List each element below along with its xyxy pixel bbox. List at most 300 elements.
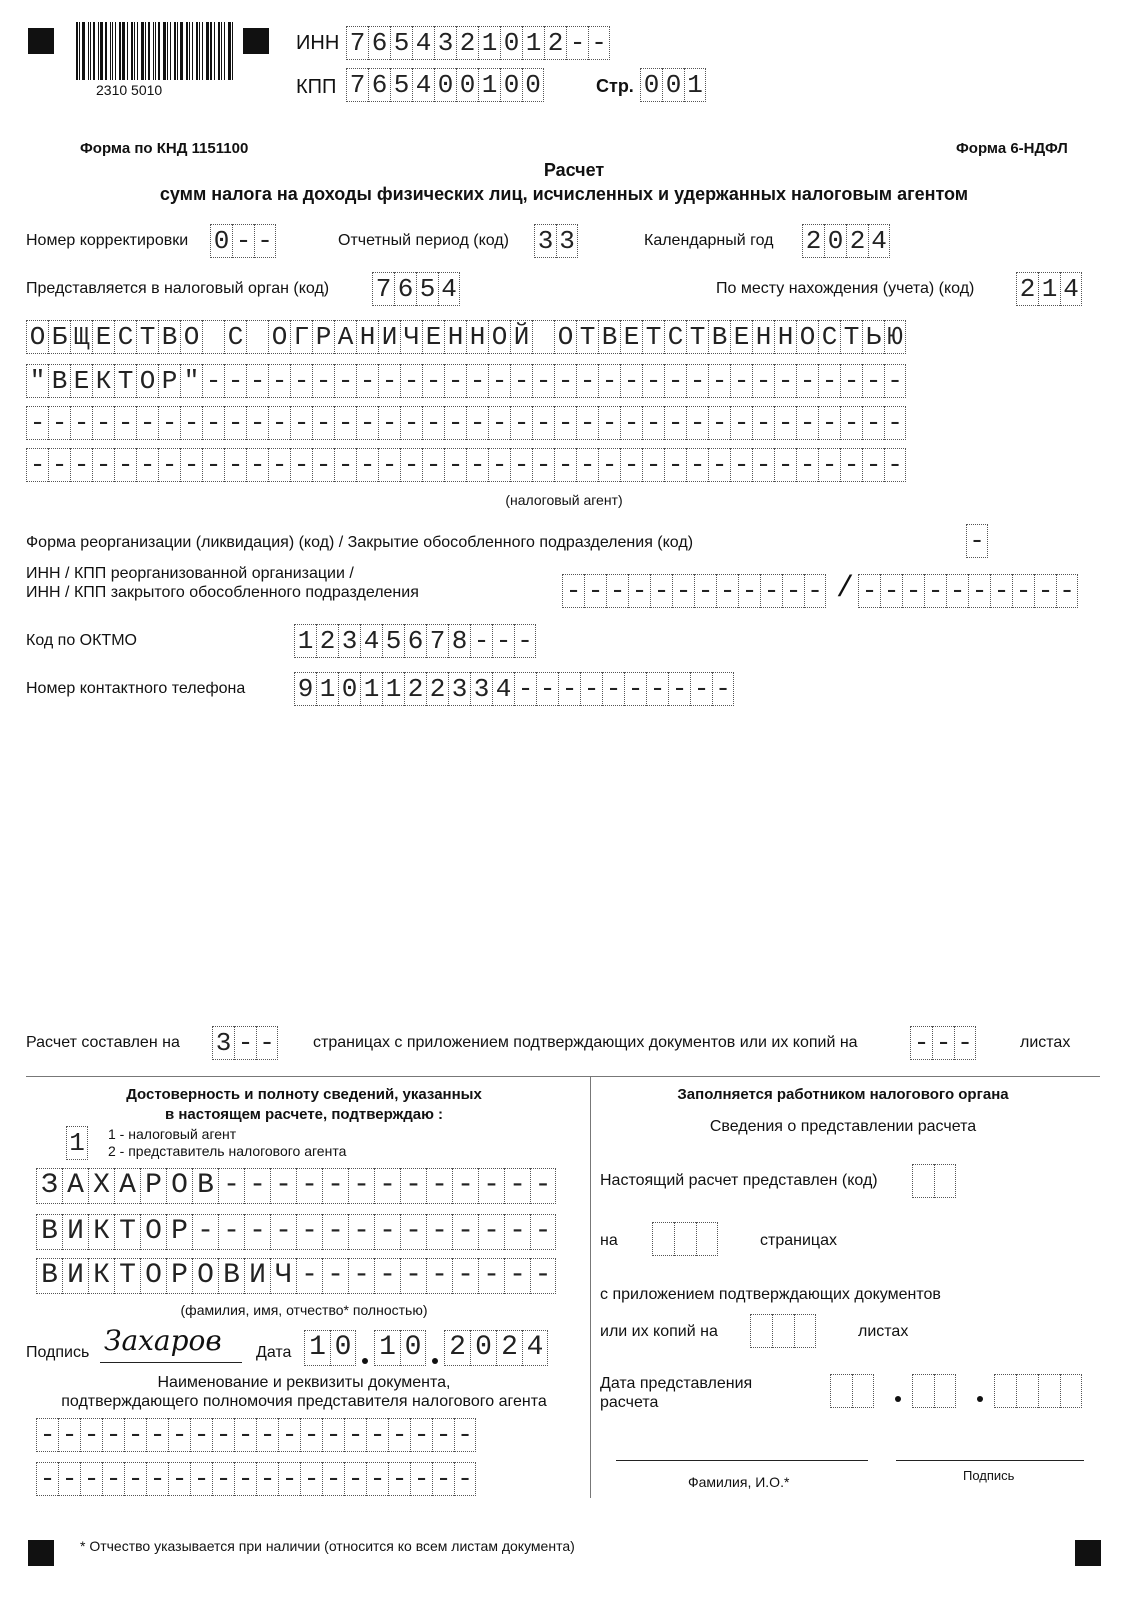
char-cell[interactable]: - [426, 1214, 452, 1250]
char-cell[interactable]: 3 [556, 224, 578, 258]
char-cell[interactable]: В [158, 320, 180, 354]
char-cell[interactable]: Р [158, 364, 180, 398]
char-cell[interactable]: - [602, 672, 624, 706]
char-cell[interactable] [1038, 1374, 1060, 1408]
char-cell[interactable]: И [62, 1258, 88, 1294]
char-cell[interactable]: - [296, 1214, 322, 1250]
char-cell[interactable]: - [278, 1418, 300, 1452]
date-month-boxes[interactable] [912, 1374, 956, 1408]
char-cell[interactable]: - [348, 1258, 374, 1294]
char-cell[interactable]: - [862, 364, 884, 398]
char-cell[interactable]: - [452, 1214, 478, 1250]
char-cell[interactable]: 2 [544, 26, 566, 60]
char-cell[interactable]: - [114, 448, 136, 482]
char-cell[interactable]: 7 [346, 68, 368, 102]
char-cell[interactable]: - [796, 448, 818, 482]
char-cell[interactable]: Т [642, 320, 664, 354]
period-boxes[interactable] [534, 224, 578, 258]
char-cell[interactable]: О [554, 320, 576, 354]
page-boxes[interactable] [640, 68, 706, 102]
char-cell[interactable]: - [796, 406, 818, 440]
char-cell[interactable]: Й [510, 320, 532, 354]
char-cell[interactable]: А [114, 1168, 140, 1204]
char-cell[interactable]: - [694, 574, 716, 608]
char-cell[interactable]: - [218, 1168, 244, 1204]
char-cell[interactable]: 6 [404, 624, 426, 658]
char-cell[interactable]: - [246, 448, 268, 482]
char-cell[interactable]: - [410, 1418, 432, 1452]
char-cell[interactable]: - [478, 1168, 504, 1204]
char-cell[interactable]: - [932, 1026, 954, 1060]
char-cell[interactable] [202, 320, 224, 354]
sheets-boxes[interactable] [910, 1026, 976, 1060]
char-cell[interactable]: - [322, 1214, 348, 1250]
char-cell[interactable]: - [924, 574, 946, 608]
doc-row[interactable] [36, 1418, 476, 1452]
char-cell[interactable]: И [244, 1258, 270, 1294]
char-cell[interactable]: О [488, 320, 510, 354]
char-cell[interactable]: - [954, 1026, 976, 1060]
kpp-boxes[interactable] [346, 68, 544, 102]
char-cell[interactable]: - [454, 1418, 476, 1452]
char-cell[interactable]: - [374, 1168, 400, 1204]
char-cell[interactable]: Т [114, 364, 136, 398]
reorg-inn-boxes[interactable] [562, 574, 826, 608]
char-cell[interactable]: - [224, 364, 246, 398]
char-cell[interactable]: - [686, 406, 708, 440]
date-day-boxes[interactable] [830, 1374, 874, 1408]
char-cell[interactable]: - [554, 406, 576, 440]
char-cell[interactable]: - [256, 1418, 278, 1452]
char-cell[interactable]: - [92, 448, 114, 482]
char-cell[interactable]: - [530, 1168, 556, 1204]
agent-name-row[interactable] [26, 320, 906, 354]
char-cell[interactable]: - [146, 1462, 168, 1496]
char-cell[interactable]: - [58, 1462, 80, 1496]
char-cell[interactable]: - [730, 406, 752, 440]
char-cell[interactable]: - [334, 364, 356, 398]
char-cell[interactable]: - [664, 448, 686, 482]
char-cell[interactable]: С [114, 320, 136, 354]
char-cell[interactable]: 4 [412, 26, 434, 60]
char-cell[interactable]: - [158, 448, 180, 482]
char-cell[interactable]: - [254, 224, 276, 258]
char-cell[interactable] [912, 1374, 934, 1408]
char-cell[interactable]: К [88, 1214, 114, 1250]
char-cell[interactable]: - [624, 672, 646, 706]
char-cell[interactable]: - [576, 448, 598, 482]
char-cell[interactable]: 3 [434, 26, 456, 60]
char-cell[interactable]: В [48, 364, 70, 398]
char-cell[interactable]: - [620, 406, 642, 440]
char-cell[interactable]: - [664, 406, 686, 440]
char-cell[interactable]: - [426, 1168, 452, 1204]
char-cell[interactable]: 0 [456, 68, 478, 102]
char-cell[interactable]: - [270, 1168, 296, 1204]
surname-boxes[interactable] [36, 1168, 556, 1204]
char-cell[interactable]: - [36, 1462, 58, 1496]
agent-name-row[interactable] [26, 364, 906, 398]
char-cell[interactable]: - [256, 1026, 278, 1060]
char-cell[interactable]: - [708, 448, 730, 482]
char-cell[interactable]: - [752, 364, 774, 398]
char-cell[interactable]: - [444, 364, 466, 398]
char-cell[interactable]: - [278, 1462, 300, 1496]
char-cell[interactable]: - [146, 1418, 168, 1452]
char-cell[interactable]: 6 [368, 26, 390, 60]
char-cell[interactable]: - [158, 406, 180, 440]
char-cell[interactable]: - [322, 1418, 344, 1452]
char-cell[interactable]: Х [88, 1168, 114, 1204]
char-cell[interactable]: 6 [394, 272, 416, 306]
char-cell[interactable]: - [504, 1214, 530, 1250]
char-cell[interactable]: - [712, 672, 734, 706]
char-cell[interactable]: С [818, 320, 840, 354]
char-cell[interactable]: - [504, 1168, 530, 1204]
char-cell[interactable]: Н [444, 320, 466, 354]
char-cell[interactable]: 7 [346, 26, 368, 60]
taxorg-boxes[interactable] [372, 272, 460, 306]
submitted-boxes[interactable] [912, 1164, 956, 1198]
char-cell[interactable]: - [224, 448, 246, 482]
char-cell[interactable]: - [400, 1168, 426, 1204]
char-cell[interactable]: Р [166, 1258, 192, 1294]
char-cell[interactable]: - [218, 1214, 244, 1250]
char-cell[interactable]: - [584, 574, 606, 608]
char-cell[interactable]: - [598, 448, 620, 482]
char-cell[interactable]: - [378, 364, 400, 398]
char-cell[interactable]: 4 [438, 272, 460, 306]
char-cell[interactable]: О [180, 320, 202, 354]
char-cell[interactable]: - [620, 364, 642, 398]
char-cell[interactable]: " [180, 364, 202, 398]
char-cell[interactable]: - [344, 1462, 366, 1496]
char-cell[interactable]: - [270, 1214, 296, 1250]
date-month-boxes[interactable] [374, 1330, 426, 1366]
char-cell[interactable]: 8 [448, 624, 470, 658]
oktmo-boxes[interactable] [294, 624, 536, 658]
char-cell[interactable]: - [234, 1026, 256, 1060]
char-cell[interactable]: 1 [382, 672, 404, 706]
char-cell[interactable]: - [296, 1258, 322, 1294]
char-cell[interactable]: 1 [374, 1330, 400, 1366]
char-cell[interactable]: С [224, 320, 246, 354]
char-cell[interactable]: - [268, 406, 290, 440]
char-cell[interactable]: 1 [1038, 272, 1060, 306]
char-cell[interactable]: - [26, 406, 48, 440]
char-cell[interactable]: В [192, 1168, 218, 1204]
char-cell[interactable]: 0 [500, 68, 522, 102]
char-cell[interactable]: - [246, 406, 268, 440]
char-cell[interactable]: - [378, 406, 400, 440]
char-cell[interactable]: 7 [372, 272, 394, 306]
char-cell[interactable]: - [478, 1258, 504, 1294]
char-cell[interactable]: 2 [1016, 272, 1038, 306]
char-cell[interactable]: - [234, 1462, 256, 1496]
char-cell[interactable]: - [818, 406, 840, 440]
char-cell[interactable]: - [180, 406, 202, 440]
char-cell[interactable]: А [62, 1168, 88, 1204]
char-cell[interactable]: - [576, 406, 598, 440]
char-cell[interactable]: К [88, 1258, 114, 1294]
char-cell[interactable]: 4 [492, 672, 514, 706]
char-cell[interactable]: - [752, 406, 774, 440]
char-cell[interactable]: - [902, 574, 924, 608]
char-cell[interactable]: 4 [868, 224, 890, 258]
char-cell[interactable]: - [432, 1418, 454, 1452]
char-cell[interactable]: - [268, 364, 290, 398]
char-cell[interactable]: - [366, 1462, 388, 1496]
char-cell[interactable]: - [488, 406, 510, 440]
char-cell[interactable]: - [452, 1168, 478, 1204]
char-cell[interactable]: - [760, 574, 782, 608]
char-cell[interactable] [912, 1164, 934, 1198]
char-cell[interactable]: - [510, 406, 532, 440]
char-cell[interactable]: - [454, 1462, 476, 1496]
char-cell[interactable]: - [290, 364, 312, 398]
char-cell[interactable]: - [562, 574, 584, 608]
char-cell[interactable]: - [466, 364, 488, 398]
char-cell[interactable]: - [202, 406, 224, 440]
char-cell[interactable] [772, 1314, 794, 1348]
char-cell[interactable]: 1 [360, 672, 382, 706]
char-cell[interactable]: - [192, 1214, 218, 1250]
char-cell[interactable]: - [80, 1462, 102, 1496]
char-cell[interactable]: - [642, 406, 664, 440]
pages-count-boxes[interactable] [652, 1222, 718, 1256]
char-cell[interactable]: В [598, 320, 620, 354]
char-cell[interactable]: К [92, 364, 114, 398]
date-day-boxes[interactable] [304, 1330, 356, 1366]
char-cell[interactable]: - [588, 26, 610, 60]
char-cell[interactable]: И [62, 1214, 88, 1250]
char-cell[interactable]: 4 [412, 68, 434, 102]
char-cell[interactable] [674, 1222, 696, 1256]
char-cell[interactable] [532, 320, 554, 354]
char-cell[interactable]: Т [114, 1214, 140, 1250]
char-cell[interactable]: 1 [478, 68, 500, 102]
char-cell[interactable]: - [752, 448, 774, 482]
char-cell[interactable]: - [70, 406, 92, 440]
char-cell[interactable]: - [774, 448, 796, 482]
char-cell[interactable]: - [356, 406, 378, 440]
char-cell[interactable]: - [470, 624, 492, 658]
char-cell[interactable]: - [244, 1214, 270, 1250]
char-cell[interactable]: 2 [846, 224, 868, 258]
char-cell[interactable]: - [290, 448, 312, 482]
char-cell[interactable]: - [840, 406, 862, 440]
correction-boxes[interactable] [210, 224, 276, 258]
char-cell[interactable]: - [642, 448, 664, 482]
char-cell[interactable] [1016, 1374, 1038, 1408]
char-cell[interactable]: - [1056, 574, 1078, 608]
pages-boxes[interactable] [212, 1026, 278, 1060]
inn-boxes[interactable] [346, 26, 610, 60]
char-cell[interactable]: Щ [70, 320, 92, 354]
char-cell[interactable]: - [840, 364, 862, 398]
char-cell[interactable]: - [300, 1418, 322, 1452]
char-cell[interactable]: - [322, 1462, 344, 1496]
char-cell[interactable]: - [606, 574, 628, 608]
char-cell[interactable]: - [628, 574, 650, 608]
char-cell[interactable]: - [234, 1418, 256, 1452]
char-cell[interactable]: 4 [1060, 272, 1082, 306]
char-cell[interactable] [696, 1222, 718, 1256]
date-year-boxes[interactable] [444, 1330, 548, 1366]
char-cell[interactable]: - [400, 406, 422, 440]
char-cell[interactable]: Р [140, 1168, 166, 1204]
char-cell[interactable]: Г [290, 320, 312, 354]
char-cell[interactable]: - [244, 1168, 270, 1204]
char-cell[interactable]: - [642, 364, 664, 398]
char-cell[interactable]: - [664, 364, 686, 398]
agent-name-row[interactable] [26, 448, 906, 482]
char-cell[interactable]: 1 [316, 672, 338, 706]
char-cell[interactable]: - [232, 224, 254, 258]
char-cell[interactable]: З [36, 1168, 62, 1204]
char-cell[interactable]: - [300, 1462, 322, 1496]
char-cell[interactable]: - [452, 1258, 478, 1294]
char-cell[interactable]: - [224, 406, 246, 440]
char-cell[interactable]: " [26, 364, 48, 398]
char-cell[interactable]: 0 [640, 68, 662, 102]
char-cell[interactable]: 0 [338, 672, 360, 706]
char-cell[interactable]: 9 [294, 672, 316, 706]
char-cell[interactable]: - [650, 574, 672, 608]
char-cell[interactable]: Ч [400, 320, 422, 354]
char-cell[interactable]: Т [686, 320, 708, 354]
char-cell[interactable]: 0 [824, 224, 846, 258]
char-cell[interactable]: - [862, 406, 884, 440]
char-cell[interactable]: - [136, 406, 158, 440]
char-cell[interactable]: - [92, 406, 114, 440]
char-cell[interactable]: - [202, 448, 224, 482]
char-cell[interactable]: - [774, 364, 796, 398]
char-cell[interactable]: - [388, 1462, 410, 1496]
char-cell[interactable]: - [212, 1418, 234, 1452]
char-cell[interactable]: - [646, 672, 668, 706]
char-cell[interactable]: - [510, 364, 532, 398]
char-cell[interactable]: О [796, 320, 818, 354]
copies-boxes[interactable] [750, 1314, 816, 1348]
char-cell[interactable]: - [782, 574, 804, 608]
char-cell[interactable]: - [620, 448, 642, 482]
char-cell[interactable]: - [322, 1168, 348, 1204]
char-cell[interactable]: Р [166, 1214, 192, 1250]
char-cell[interactable]: 3 [534, 224, 556, 258]
char-cell[interactable]: - [884, 448, 906, 482]
char-cell[interactable]: - [48, 406, 70, 440]
char-cell[interactable]: - [910, 1026, 932, 1060]
char-cell[interactable]: - [558, 672, 580, 706]
char-cell[interactable]: - [478, 1214, 504, 1250]
char-cell[interactable]: 2 [316, 624, 338, 658]
char-cell[interactable]: - [730, 448, 752, 482]
char-cell[interactable]: - [968, 574, 990, 608]
char-cell[interactable]: - [510, 448, 532, 482]
char-cell[interactable]: Т [136, 320, 158, 354]
char-cell[interactable]: 1 [66, 1126, 88, 1160]
char-cell[interactable]: - [80, 1418, 102, 1452]
char-cell[interactable]: - [256, 1462, 278, 1496]
char-cell[interactable]: А [334, 320, 356, 354]
char-cell[interactable]: - [136, 448, 158, 482]
char-cell[interactable]: Т [114, 1258, 140, 1294]
char-cell[interactable]: - [840, 448, 862, 482]
char-cell[interactable]: - [716, 574, 738, 608]
char-cell[interactable]: - [990, 574, 1012, 608]
char-cell[interactable]: 0 [662, 68, 684, 102]
reorg-kpp-boxes[interactable] [858, 574, 1078, 608]
char-cell[interactable]: - [246, 364, 268, 398]
char-cell[interactable]: - [400, 1214, 426, 1250]
char-cell[interactable]: Б [48, 320, 70, 354]
char-cell[interactable]: - [554, 364, 576, 398]
char-cell[interactable]: - [114, 406, 136, 440]
char-cell[interactable]: - [738, 574, 760, 608]
char-cell[interactable]: - [36, 1418, 58, 1452]
char-cell[interactable]: 5 [390, 68, 412, 102]
char-cell[interactable]: - [566, 26, 588, 60]
char-cell[interactable]: 2 [426, 672, 448, 706]
char-cell[interactable]: Т [840, 320, 862, 354]
char-cell[interactable]: - [884, 364, 906, 398]
char-cell[interactable] [794, 1314, 816, 1348]
char-cell[interactable]: В [708, 320, 730, 354]
year-boxes[interactable] [802, 224, 890, 258]
char-cell[interactable]: - [598, 406, 620, 440]
char-cell[interactable]: - [580, 672, 602, 706]
char-cell[interactable]: В [218, 1258, 244, 1294]
char-cell[interactable]: - [730, 364, 752, 398]
char-cell[interactable]: Е [422, 320, 444, 354]
char-cell[interactable]: 2 [404, 672, 426, 706]
char-cell[interactable]: - [466, 448, 488, 482]
char-cell[interactable]: - [102, 1462, 124, 1496]
char-cell[interactable]: - [576, 364, 598, 398]
char-cell[interactable]: 2 [496, 1330, 522, 1366]
char-cell[interactable]: - [774, 406, 796, 440]
char-cell[interactable]: 2 [456, 26, 478, 60]
agent-name-row[interactable] [26, 406, 906, 440]
char-cell[interactable] [994, 1374, 1016, 1408]
char-cell[interactable]: - [946, 574, 968, 608]
char-cell[interactable]: - [348, 1214, 374, 1250]
char-cell[interactable]: О [26, 320, 48, 354]
date-year-boxes[interactable] [994, 1374, 1082, 1408]
char-cell[interactable]: - [492, 624, 514, 658]
char-cell[interactable]: 5 [382, 624, 404, 658]
char-cell[interactable]: - [514, 672, 536, 706]
char-cell[interactable]: - [668, 672, 690, 706]
char-cell[interactable]: - [690, 672, 712, 706]
char-cell[interactable]: - [26, 448, 48, 482]
char-cell[interactable]: - [796, 364, 818, 398]
char-cell[interactable]: - [400, 1258, 426, 1294]
char-cell[interactable]: - [366, 1418, 388, 1452]
char-cell[interactable]: - [444, 406, 466, 440]
char-cell[interactable]: - [102, 1418, 124, 1452]
char-cell[interactable]: - [880, 574, 902, 608]
char-cell[interactable]: 5 [416, 272, 438, 306]
char-cell[interactable]: - [348, 1168, 374, 1204]
char-cell[interactable]: В [36, 1258, 62, 1294]
char-cell[interactable]: - [426, 1258, 452, 1294]
char-cell[interactable]: - [488, 448, 510, 482]
char-cell[interactable]: - [58, 1418, 80, 1452]
char-cell[interactable]: - [168, 1418, 190, 1452]
char-cell[interactable] [1060, 1374, 1082, 1408]
